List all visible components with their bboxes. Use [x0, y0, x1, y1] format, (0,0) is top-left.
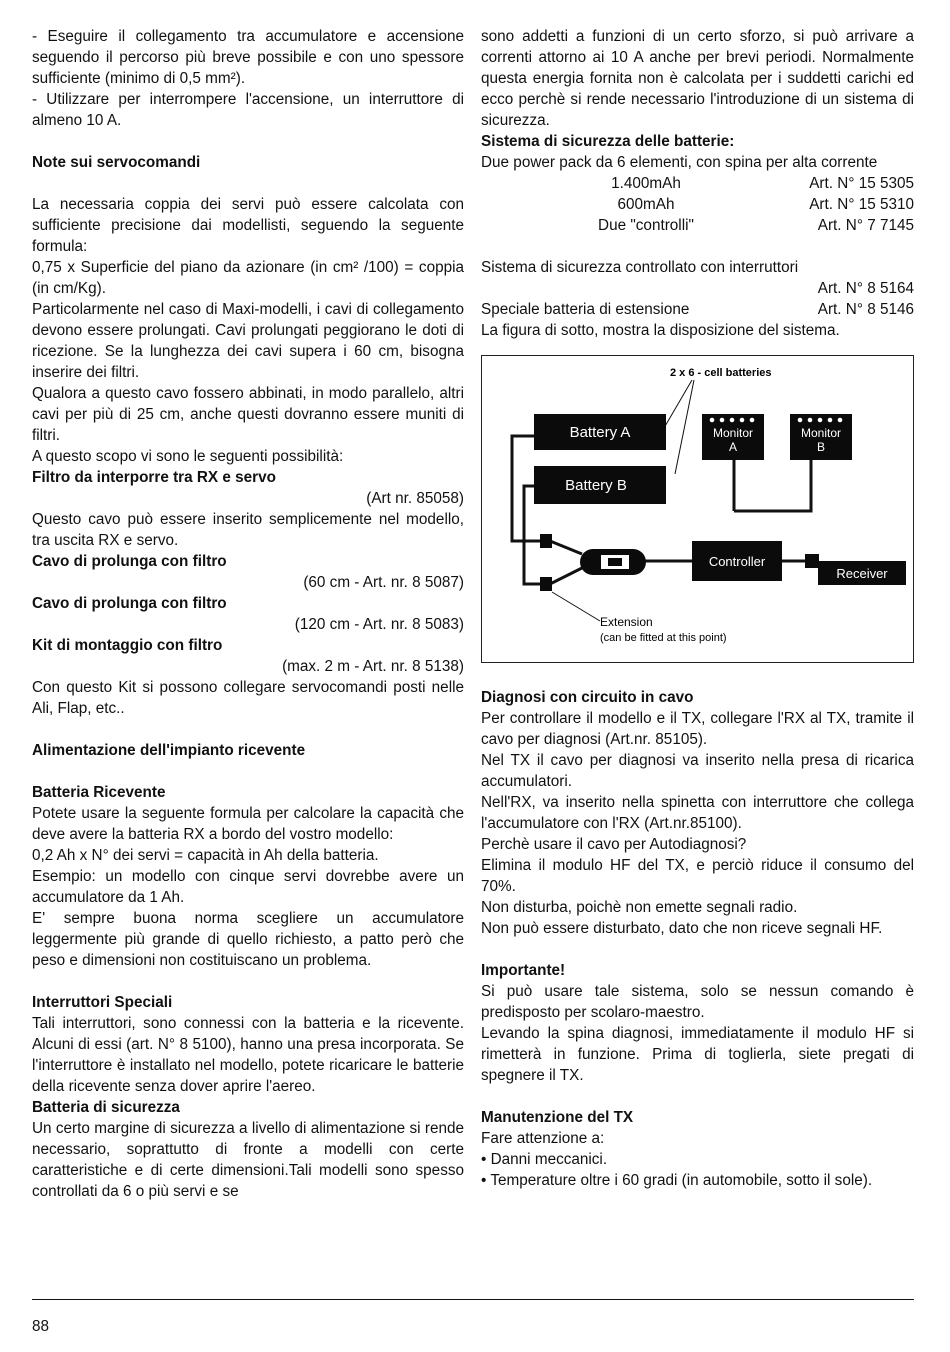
extension-label: Extension	[600, 615, 653, 629]
paragraph: Non disturba, poichè non emette segnali radio.	[481, 899, 798, 916]
article-code: Art. N° 15 5310	[809, 196, 914, 213]
leader-line-b	[675, 380, 694, 474]
paragraph: Levando la spina diagnosi, immediatamente il modulo HF si rimetterà in funzione. Prima di toglierla, siete pregati di spegnere il TX.	[481, 1025, 914, 1084]
right-column	[481, 26, 914, 1191]
paragraph: Particolarmente nel caso di Maxi-modelli, i cavi di collegamento devono essere prolungati. Cavi prolungati peggiorano le doti di ricezione. Se la lunghezza dei cavi supera i 60 cm, bisogna inserire dei filtri.	[32, 301, 464, 381]
paragraph: Con questo Kit si possono collegare servocomandi posti nelle Ali, Flap, etc..	[32, 679, 464, 717]
footer-rule	[32, 1299, 914, 1300]
connector-a	[540, 534, 552, 548]
paragraph: Potete usare la seguente formula per calcolare la capacità che deve avere la batteria RX a bordo del vostro modello:	[32, 805, 464, 843]
paragraph: Qualora a questo cavo fossero abbinati, in modo parallelo, altri cavi per più di 25 cm, anche questi dovranno essere muniti di filtri.	[32, 385, 464, 444]
article-number: (60 cm - Art. nr. 8 5087)	[303, 574, 464, 591]
article-table	[571, 173, 914, 236]
paragraph: La figura di sotto, mostra la disposizione del sistema.	[481, 322, 840, 339]
controller-label: Controller	[708, 554, 766, 569]
switch-slider	[608, 558, 622, 566]
leader-line-a	[664, 380, 692, 428]
subheading: Diagnosi con circuito in cavo	[481, 689, 694, 706]
article-number: (120 cm - Art. nr. 8 5083)	[294, 616, 464, 633]
subheading: Sistema di sicurezza delle batterie:	[481, 133, 735, 150]
article-name: 1.400mAh	[611, 175, 681, 192]
article-number: Art. N° 8 5164	[817, 280, 914, 297]
article-row	[571, 215, 914, 236]
subheading: Manutenzione del TX	[481, 1109, 634, 1126]
paragraph: La necessaria coppia dei servi può essere calcolata con sufficiente precisione dai modellisti, seguendo la seguente formula:	[32, 196, 464, 255]
monitor-b-letter: B	[816, 440, 826, 454]
paragraph: Si può usare tale sistema, solo se nessun comando è predisposto per scolaro-maestro.	[481, 983, 914, 1021]
paragraph: Fare attenzione a:	[481, 1130, 605, 1147]
article-code: Art. N° 8 5146	[817, 301, 914, 318]
paragraph: Perchè usare il cavo per Autodiagnosi?	[481, 836, 747, 853]
extension-note: (can be fitted at this point)	[600, 632, 727, 644]
extension-leader	[552, 592, 600, 621]
monitor-a-label: Monitor	[712, 426, 754, 440]
paragraph: E' sempre buona norma scegliere un accumulatore leggermente più grande di quello richiesto, a patto però che peso e dimensioni non costituiscano un problema.	[32, 910, 464, 969]
paragraph: Due power pack da 6 elementi, con spina per alta corrente	[481, 154, 878, 171]
paragraph: Tali interruttori, sono connessi con la batteria e la ricevente. Alcuni di essi (art. N° 8 5100), hanno una presa incorporata. Se l'interruttore è installato nel modello, potete ricaricare le batterie della ricevente senza dover aprire l'aereo.	[32, 1015, 464, 1095]
subheading: Batteria di sicurezza	[32, 1099, 180, 1116]
diagram-svg	[482, 356, 914, 662]
article-row	[571, 194, 914, 215]
intro-item: - Eseguire il collegamento tra accumulatore e accensione seguendo il percorso più breve possibile e con uno spessore sufficiente (minimo di 0,5 mm²).	[32, 28, 464, 87]
paragraph: Non può essere disturbato, dato che non riceve segnali HF.	[481, 920, 883, 937]
article-name: Speciale batteria di estensione	[481, 301, 690, 318]
system-diagram	[481, 355, 914, 663]
article-name: Due "controlli"	[598, 217, 694, 234]
subheading: Interruttori Speciali	[32, 994, 173, 1011]
intro-item: - Utilizzare per interrompere l'accensione, un interruttore di almeno 10 A.	[32, 91, 464, 129]
connector-b	[540, 577, 552, 591]
section-heading: Note sui servocomandi	[32, 154, 201, 171]
paragraph: Esempio: un modello con cinque servi dovrebbe avere un accumulatore da 1 Ah.	[32, 868, 464, 906]
receiver-label: Receiver	[836, 566, 888, 581]
monitor-a-letter: A	[728, 440, 738, 454]
formula: 0,2 Ah x N° dei servi = capacità in Ah della batteria.	[32, 847, 379, 864]
battery-b-label: Battery B	[565, 477, 627, 494]
paragraph: Nel TX il cavo per diagnosi va inserito nella presa di ricarica accumulatori.	[481, 752, 914, 790]
battery-a-label: Battery A	[569, 424, 631, 441]
paragraph: Un certo margine di sicurezza a livello di alimentazione si rende necessario, soprattutto di fronte a modelli con certe caratteristiche e di certe dimensioni.Tali modelli sono spesso controllati da 6 o più servi e se	[32, 1120, 464, 1200]
subheading: Cavo di prolunga con filtro	[32, 595, 227, 612]
paragraph: Sistema di sicurezza controllato con interruttori	[481, 259, 799, 276]
paragraph: Elimina il modulo HF del TX, e perciò riduce il consumo del 70%.	[481, 857, 914, 895]
monitor-b-label: Monitor	[800, 426, 842, 440]
article-name: 600mAh	[617, 196, 675, 213]
article-row	[481, 299, 914, 320]
paragraph: Nell'RX, va inserito nella spinetta con interruttore che collega l'accumulatore con l'RX (Art.nr.85100).	[481, 794, 914, 832]
article-code: Art. N° 7 7145	[817, 217, 914, 234]
list-item: • Danni meccanici.	[481, 1151, 608, 1168]
paragraph: Per controllare il modello e il TX, collegare l'RX al TX, tramite il cavo per diagnosi (Art.nr. 85105).	[481, 710, 914, 748]
article-number: (max. 2 m - Art. nr. 8 5138)	[282, 658, 464, 675]
subheading: Filtro da interporre tra RX e servo	[32, 469, 276, 486]
receiver-plug	[805, 554, 819, 568]
paragraph: sono addetti a funzioni di un certo sforzo, si può arrivare a correnti attorno ai 10 A anche per brevi periodi. Normalmente questa energia fornita non è calcolata per i suddetti carichi ed ecco perchè si rende necessario l'introduzione di un sistema di sicurezza.	[481, 28, 914, 129]
section-heading: Alimentazione dell'impianto ricevente	[32, 742, 306, 759]
paragraph: A questo scopo vi sono le seguenti possibilità:	[32, 448, 344, 465]
article-code: Art. N° 15 5305	[809, 175, 914, 192]
paragraph: Questo cavo può essere inserito semplicemente nel modello, tra uscita RX e servo.	[32, 511, 464, 549]
list-item: • Temperature oltre i 60 gradi (in automobile, sotto il sole).	[481, 1172, 873, 1189]
batteries-label: 2 x 6 - cell batteries	[670, 367, 772, 379]
formula: 0,75 x Superficie del piano da azionare (in cm² /100) = coppia (in cm/Kg).	[32, 259, 464, 297]
subheading: Batteria Ricevente	[32, 784, 166, 801]
subheading: Importante!	[481, 962, 566, 979]
article-row	[571, 173, 914, 194]
article-number: (Art nr. 85058)	[366, 490, 464, 507]
left-column	[32, 26, 464, 1202]
subheading: Cavo di prolunga con filtro	[32, 553, 227, 570]
page-number: 88	[32, 1318, 50, 1335]
subheading: Kit di montaggio con filtro	[32, 637, 223, 654]
